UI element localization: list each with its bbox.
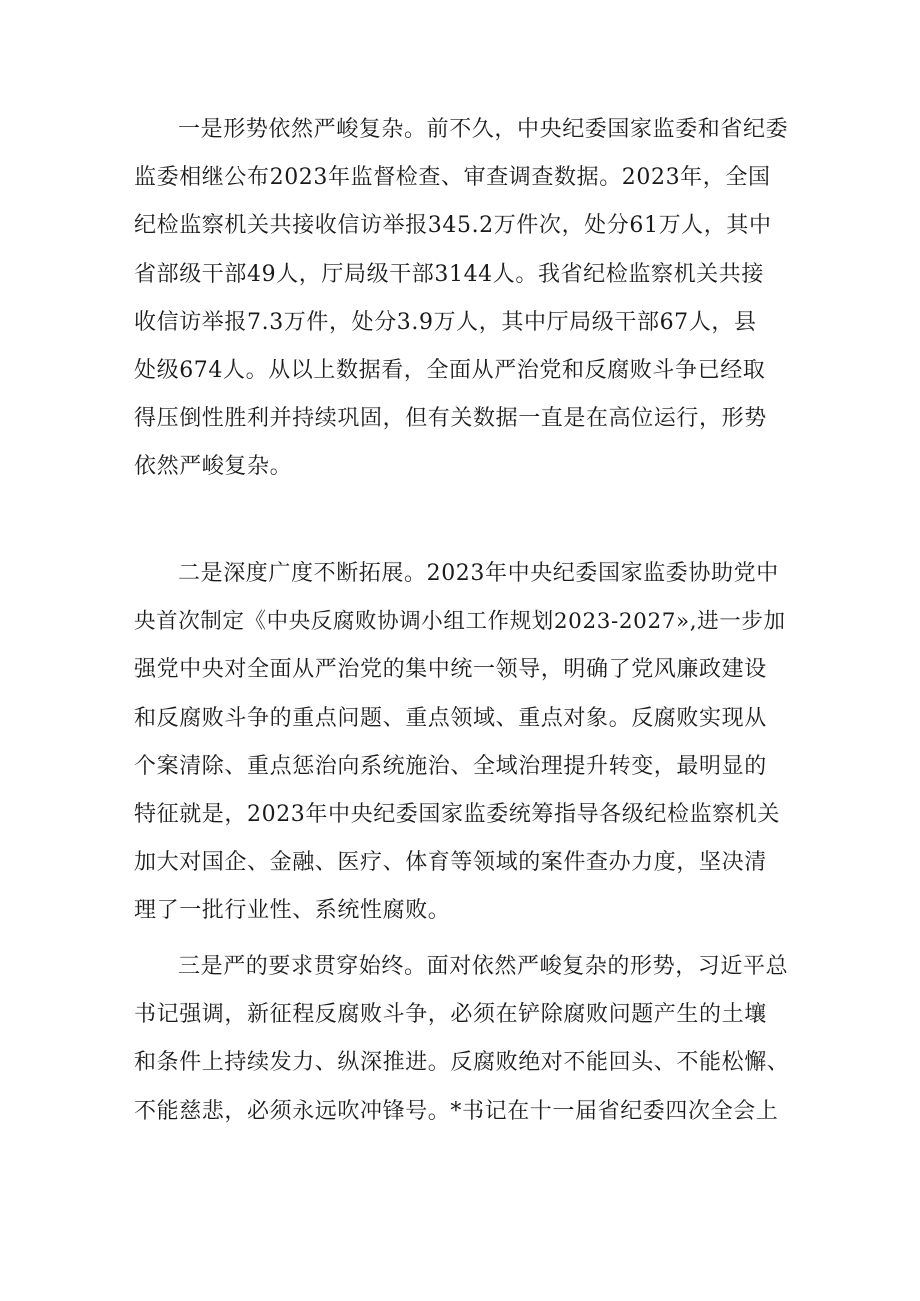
text-line: 省部级干部49人，厅局级干部3144人。我省纪检监察机关共接 xyxy=(134,261,764,287)
text-line: 和条件上持续发力、纵深推进。反腐败绝对不能回头、不能松懈、 xyxy=(134,1050,790,1076)
text-line: 特征就是，2023年中央纪委国家监委统筹指导各级纪检监察机关 xyxy=(134,801,780,827)
text-line: 处级674人。从以上数据看，全面从严治党和反腐败斗争已经取 xyxy=(134,357,766,383)
text-line: 和反腐败斗争的重点问题、重点领域、重点对象。反腐败实现从 xyxy=(134,705,767,731)
text-line: 理了一批行业性、系统性腐败。 xyxy=(134,898,451,924)
text-line: 不能慈悲，必须永远吹冲锋号。*书记在十一届省纪委四次全会上 xyxy=(134,1098,779,1124)
text-line: 三是严的要求贯穿始终。面对依然严峻复杂的形势，习近平总 xyxy=(178,954,789,979)
text-line: 依然严峻复杂。 xyxy=(134,454,293,480)
text-line: 监委相继公布2023年监督检查、审查调查数据。2023年，全国 xyxy=(134,165,771,191)
text-line: 二是深度广度不断拓展。2023年中央纪委国家监委协助党中 xyxy=(178,561,779,586)
text-line: 纪检监察机关共接收信访举报345.2万件次，处分61万人，其中 xyxy=(134,213,772,239)
text-line: 加大对国企、金融、医疗、体育等领域的案件查办力度，坚决清 xyxy=(134,850,767,876)
paragraph-situation xyxy=(134,106,794,492)
paragraph-strict-requirements xyxy=(134,943,794,1136)
text-line: 收信访举报7.3万件，处分3.9万人，其中厅局级干部67人，县 xyxy=(134,309,757,335)
text-line: 央首次制定《中央反腐败协调小组工作规划2023-2027»,进一步加 xyxy=(134,609,786,635)
paragraph-depth-breadth xyxy=(134,550,794,936)
text-line: 一是形势依然严峻复杂。前不久，中央纪委国家监委和省纪委 xyxy=(178,117,789,142)
text-line: 强党中央对全面从严治党的集中统一领导，明确了党风廉政建设 xyxy=(134,657,767,683)
text-line: 书记强调，新征程反腐败斗争，必须在铲除腐败问题产生的土壤 xyxy=(134,1002,767,1028)
text-line: 得压倒性胜利并持续巩固，但有关数据一直是在高位运行，形势 xyxy=(134,406,767,432)
text-line: 个案清除、重点惩治向系统施治、全域治理提升转变，最明显的 xyxy=(134,753,767,779)
